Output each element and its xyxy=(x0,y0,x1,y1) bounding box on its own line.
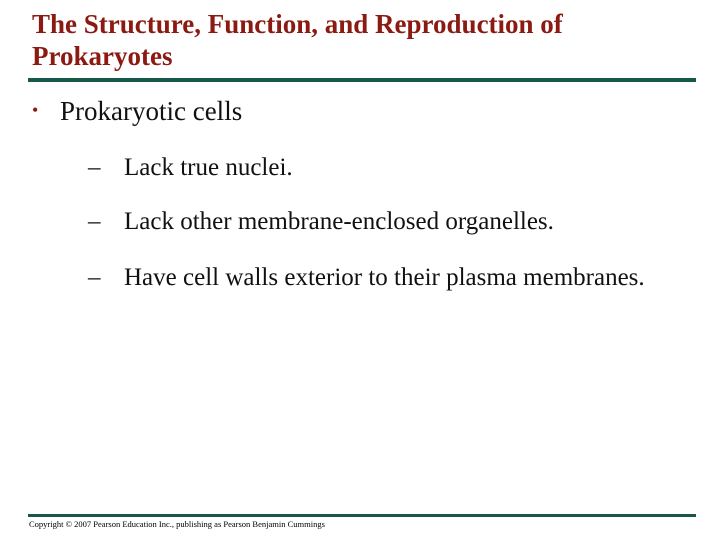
sub-bullet xyxy=(88,206,648,238)
footer-divider xyxy=(28,514,696,517)
main-bullet xyxy=(32,93,242,128)
sub-bullet-text: Lack true nuclei. xyxy=(124,154,293,181)
sub-bullet xyxy=(88,262,648,294)
dash-icon: – xyxy=(88,208,101,235)
slide-title: The Structure, Function, and Reproduction of Prokaryotes xyxy=(32,9,563,71)
bullet-icon: • xyxy=(32,100,39,120)
dash-icon: – xyxy=(88,154,101,181)
sub-bullet-text: Lack other membrane-enclosed organelles. xyxy=(124,208,554,235)
sub-bullet-text: Have cell walls exterior to their plasma membranes. xyxy=(124,264,645,291)
copyright-footer: Copyright © 2007 Pearson Education Inc., publishing as Pearson Benjamin Cummings xyxy=(29,519,325,529)
dash-icon: – xyxy=(88,264,101,291)
main-bullet-text: Prokaryotic cells xyxy=(60,96,243,126)
title-divider xyxy=(28,78,696,82)
sub-bullet xyxy=(88,152,648,184)
